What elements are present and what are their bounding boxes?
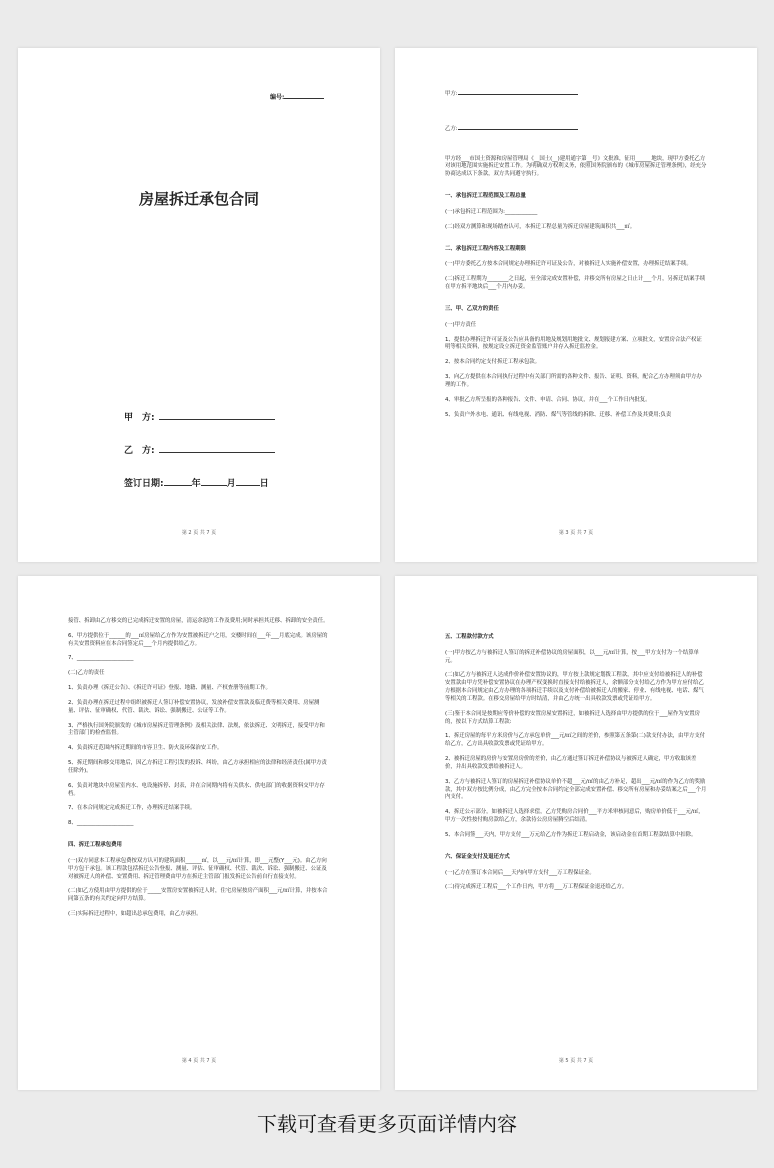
year-blank <box>164 476 192 486</box>
paragraph: (二)待完成拆迁工程后___个工作日内，甲方将___万工程保证金退还给乙方。 <box>445 884 628 891</box>
paragraph: 4、拆迁公示部分，如被拆迁人选择求偿，乙方凭购房合同价___平方米审核同意后，购房单价低于___元/㎡，甲方一次性按付购房款给乙方，余款待公房房屋腾空后结清。 <box>445 809 704 824</box>
intro-paragraph: 甲方经___市国土资源和房屋管理局《__国土(__)建用通字第__号》文批准，征用______地块，现甲方委托乙方对该用地范围实施拆迁安置工作。为明确双方权利义务，依照国务院颁布的《城市房屋拆迁管理条例》，经充分协商达成以下条款，双方共同遵守执行。 <box>445 155 707 178</box>
page-number: 第 5 页 共 7 页 <box>558 1058 594 1064</box>
day-label: 日 <box>259 479 269 489</box>
party-a-label: 甲 方: <box>124 413 155 423</box>
party-a-field <box>445 88 707 99</box>
party-b-field <box>445 123 707 134</box>
paragraph: 8、_____________________ <box>68 820 134 827</box>
number-label: 编号: <box>270 94 285 101</box>
paragraph: 7、_____________________ <box>68 655 134 662</box>
paragraph: 接管、拆卸由乙方移交的已完成拆迁安置的房屋，清运余泥的工作及费用;同时承担其迁移、拆卸的安全责任。 <box>68 618 329 624</box>
page-number: 第 3 页 共 7 页 <box>558 530 594 536</box>
number-blank <box>284 92 324 99</box>
paragraph: (一)甲方委托乙方按本合同规定办理拆迁许可证及公告，对被拆迁人实施补偿安置，办理拆迁结案手续。 <box>445 261 692 268</box>
paragraph: (三)实际拆迁过程中，如超出总承包费用，由乙方承担。 <box>68 911 202 918</box>
paragraph: 5、负责户外水电、通讯、有线电视、消防、煤气等管线的拆除、迁移、补偿工作及其费用;负责 <box>445 411 672 418</box>
paragraph: 2、负责办理在拆迁过程中组织被拆迁人签订补偿安置协议，发放补偿安置款及临迁费等相关费用、房屋测量、评估、征审确权、代管、裁决、诉讼、强制搬迁、公证等工作。 <box>68 699 320 714</box>
paragraph: (二)如乙方使用由甲方提供的位于_____安置房安置被拆迁人时，住宅房屋按房产面积___元/㎡计算，并按本合同第五条的有关约定向甲方结算。 <box>68 888 328 903</box>
paragraph: 5、拆迁期间和移交用地后，因乙方拆迁工程引发的投诉、纠纷，由乙方承担相应的法律和经济责任(属甲方责任除外)。 <box>68 760 327 774</box>
month-blank <box>201 476 227 486</box>
paragraph: 1、拆迁房屋的每平方米房价与乙方承包单价___元/㎡之间的差价，参照第五条第(二)款支付办法，由甲方支付给乙方，乙方出具收款发票或凭证给甲方。 <box>445 733 706 748</box>
paragraph: 1、提供办理拆迁许可证及公告应具备的用地及规划用地批文、规划报建方案、立项批文，安置房合法产权证明等相关资料，按规定设立拆迁资金监管账户并存入拆迁监控金。 <box>445 336 702 351</box>
paragraph: (二)经双方测算和现场踏查认可，本拆迁工程总量为拆迁房屋建筑面积共___㎡。 <box>445 223 636 230</box>
page-body <box>445 634 707 899</box>
paragraph: 3、严格执行国务院颁发的《城市房屋拆迁管理条例》及相关法律、法规，依法拆迁、文明拆迁，接受甲方和主管部门的检查监督。 <box>68 722 325 737</box>
paragraph: (二)如乙方与被拆迁人达成作价补偿安置协议的，甲方按上款规定划拨工程款，其中应支付给被拆迁人的补偿安置款由甲方凭补偿安置协议在办理产权变换时直接支付给被拆迁人，余额部分支付给乙方作为甲方应付给乙方根据本合同规定由乙方办理的各项拆迁手续以及支付补偿给被拆迁人的搬家、停业、有线电视、电话、煤气等相关的工程款。在移交房屋给甲方时结清，并由乙方统一出具收款发票或凭证给甲方。 <box>445 672 704 702</box>
party-b-line <box>124 443 275 456</box>
section-heading: 一、承包拆迁工程范围及工程总量 <box>445 193 526 200</box>
paragraph: 3、向乙方提供在本合同执行过程中有关部门所需的各种文件、报告、证明、资料，配合乙方办理须由甲方办理的工作。 <box>445 374 702 388</box>
paragraph: 1、负责办理《拆迁公告》、《拆迁许可证》登报、地籍、测量、产权查册等前期工作。 <box>68 685 271 692</box>
paragraph: (一)双方同意本工程承包费按双方认可的建筑面积______㎡，以___元/㎡计算，即___元整(Y___元)。由乙方向甲方包干承包。该工程款包括拆迁公告登报、测量、评估、征审确权、代管、裁决、诉讼、强制搬迁、公证及对被拆迁人的补偿、安置费用、拆迁管理费由甲方在拆迁主管部门报发拆迁公告前自行直接支付。 <box>68 857 327 880</box>
sub-heading: (二)乙方的责任 <box>68 670 105 677</box>
paragraph: 2、被拆迁房屋的房价与安置房房价的差价，由乙方通过签订拆迁补偿协议与被拆迁人确定，甲方收取该差价，并出具收款发票给被拆迁人。 <box>445 756 697 770</box>
paragraph: 4、负责拆迁范围内拆迁期间的市容卫生、防火及环保治安工作。 <box>68 745 223 752</box>
cover-title: 房屋拆迁承包合同 <box>138 190 259 208</box>
party-b-label: 乙 方: <box>124 446 155 456</box>
sub-heading: (一)甲方责任 <box>445 321 477 328</box>
paragraph: (二)拆迁工程期为________之日起，至全部完成安置补偿，并移交所有房屋之日止计___个月，另拆迁结案手续在甲方拆平地块后___个月内办妥。 <box>445 276 706 291</box>
paragraph: 5、本合同签___天内，甲方支付___万元给乙方作为拆迁工程启动金，该启动金在首期工程款结算中扣除。 <box>445 831 697 838</box>
paragraph: (一)甲方按乙方与被拆迁人签订的拆迁补偿协议的房屋面积，以___元/㎡计算，按___甲方支付为一个结算单元。 <box>445 649 699 664</box>
month-label: 月 <box>226 479 236 489</box>
sign-date-label: 签订日期: <box>124 479 164 489</box>
page-number: 第 2 页 共 7 页 <box>181 530 217 536</box>
contract-page-3 <box>395 48 757 562</box>
paragraph: (一)承包拆迁工程范围为:____________ <box>445 208 538 215</box>
sign-date-line <box>124 476 269 489</box>
paragraph: (三)鉴于本合同是按期应等价补偿的安置房屋安置拆迁，如被拆迁人选择由甲方提供的位于___屋作为安置房的，按以下方式结算工程款: <box>445 710 700 725</box>
section-heading: 四、拆迁工程承包费用 <box>68 842 122 849</box>
party-a-line <box>124 410 275 423</box>
party-b-blank <box>159 443 275 453</box>
download-prompt[interactable]: 下载可查看更多页面详情内容 <box>257 1112 517 1136</box>
party-a-blank <box>159 410 275 420</box>
party-a-blank <box>458 88 578 95</box>
cover-page <box>18 48 380 562</box>
day-blank <box>236 476 260 486</box>
page-number: 第 4 页 共 7 页 <box>181 1058 217 1064</box>
party-b-blank <box>458 123 578 130</box>
party-a-label: 甲方: <box>445 91 458 97</box>
paragraph: 7、在本合同规定完成拆迁工作，办理拆迁结案手续。 <box>68 805 196 812</box>
section-heading: 三、甲、乙双方的责任 <box>445 305 499 312</box>
section-heading: 六、保证金支付及退还方式 <box>445 853 510 860</box>
section-heading: 二、承包拆迁工程内容及工程期限 <box>445 245 526 252</box>
paragraph: 6、负责对地块中房屋室内水、电设施拆停、封表，并在合同期内将有关供水、供电部门的收据资料交甲方存档。 <box>68 782 325 797</box>
paragraph: 3、乙方与被拆迁人签订的房屋拆迁补偿协议单价不超___元/㎡的由乙方补足，超出___元/㎡的作为乙方的奖励款，其中双方按比例分成，由乙方完全按本合同约定全部完成安置补偿、移交所有房屋和办妥结案之后___个月内支付。 <box>445 778 707 801</box>
contract-page-5 <box>395 576 757 1090</box>
page-body <box>445 88 707 426</box>
contract-number <box>270 92 324 101</box>
paragraph: 2、按本合同约定支付拆迁工程承包款。 <box>445 359 541 366</box>
contract-page-4 <box>18 576 380 1090</box>
page-body <box>68 618 330 926</box>
paragraph: (一)乙方在签订本合同后___天内向甲方支付___万工程保证金。 <box>445 869 595 876</box>
party-b-label: 乙方: <box>445 125 458 132</box>
paragraph: 6、甲方提供位于______的___㎡房屋给乙方作为安置被拆迁户之用，交楼时间在___年___月底完成。该房屋的有关安置资料应在本合同签定后___个月内提供给乙方。 <box>68 632 328 647</box>
section-heading: 五、工程款付款方式 <box>445 634 494 640</box>
year-label: 年 <box>191 479 201 489</box>
paragraph: 4、审批乙方所呈报的各种报告、文件、申请、合同、协议，并在___个工作日内批复。 <box>445 396 651 403</box>
